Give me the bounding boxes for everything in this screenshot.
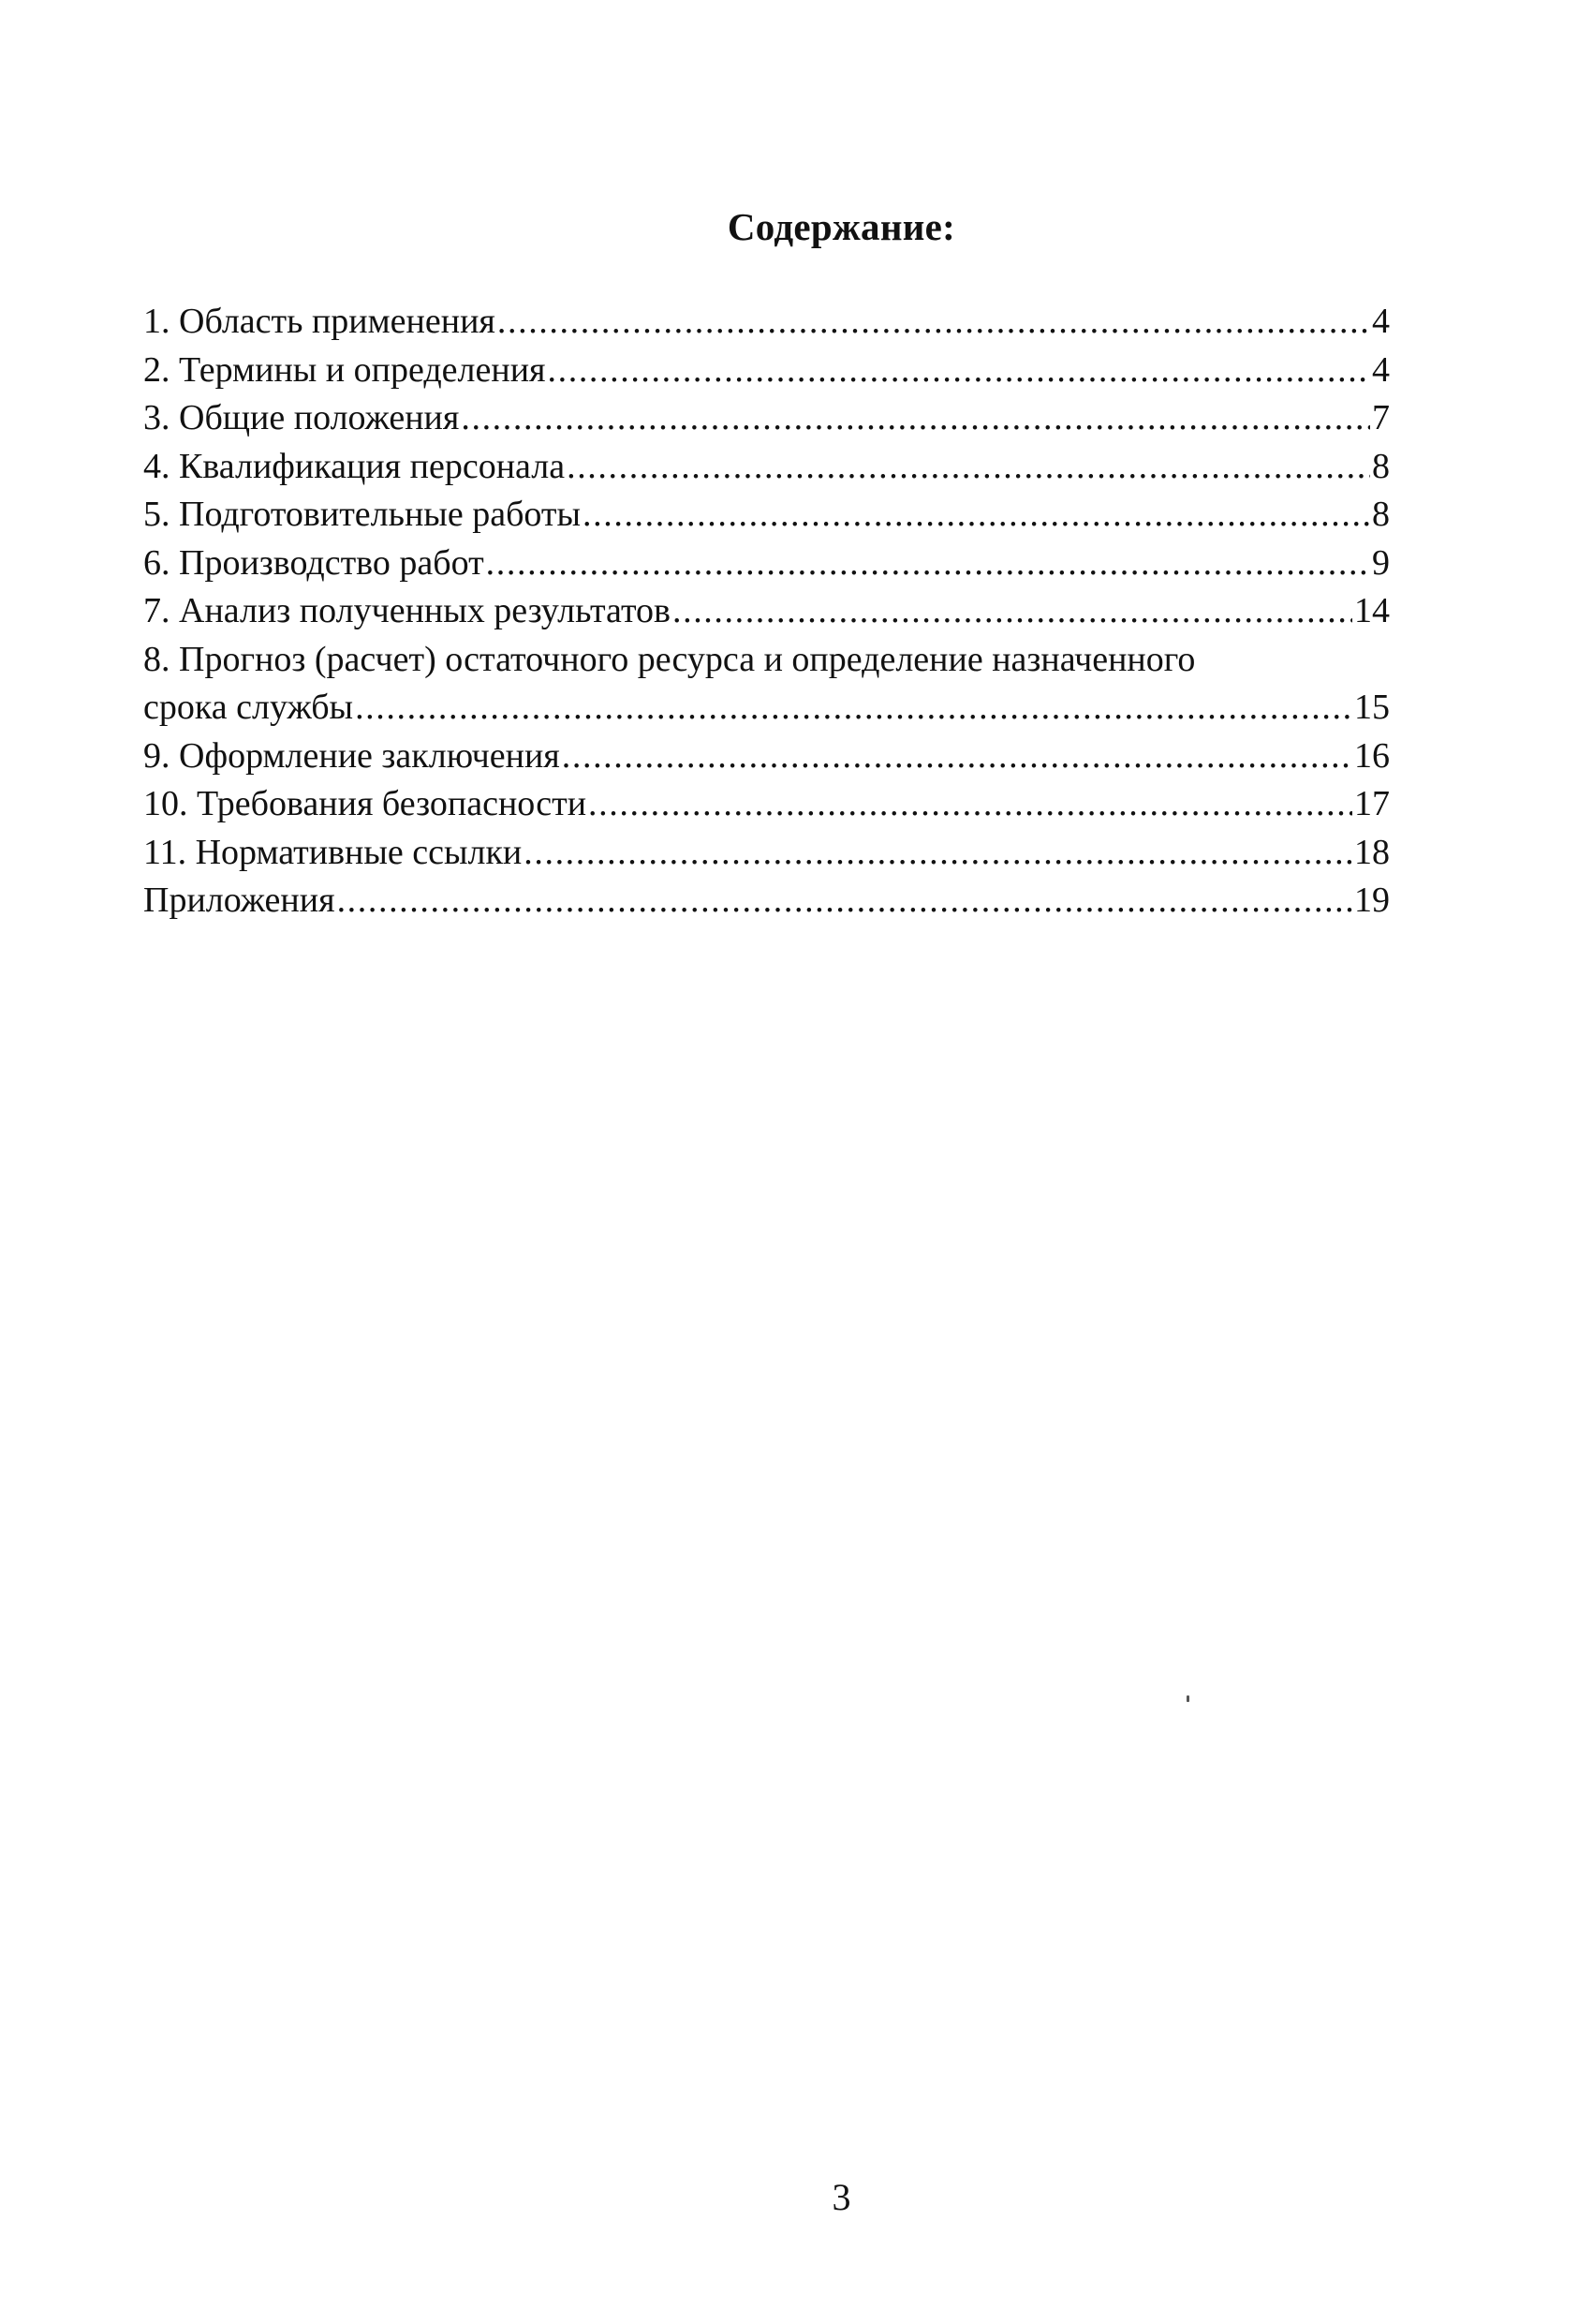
toc-entry-label: 9. Оформление заключения — [143, 735, 560, 776]
toc-entry-page: 18 — [1354, 832, 1390, 872]
dot-leader — [583, 491, 1370, 540]
toc-entry-analysis — [143, 587, 1390, 636]
dot-leader — [486, 540, 1370, 588]
toc-entry-label: 10. Требования безопасности — [143, 784, 587, 823]
toc-entry-appendices — [143, 877, 1390, 925]
toc-entry-page: 4 — [1372, 302, 1390, 341]
toc-entry-general — [143, 394, 1390, 443]
toc-entry-forecast — [143, 636, 1390, 733]
toc-entry-label: 7. Анализ полученных результатов — [143, 591, 671, 630]
toc-entry-page: 8 — [1372, 446, 1390, 486]
dot-leader — [672, 587, 1352, 636]
dot-leader — [548, 347, 1370, 395]
toc-entry-label: 6. Производство работ — [143, 542, 484, 583]
toc-entry-label: 4. Квалификация персонала — [143, 446, 566, 486]
toc-entry-terms — [143, 347, 1390, 395]
dot-leader — [337, 877, 1352, 925]
toc-entry-page: 4 — [1372, 349, 1390, 390]
toc-entry-scope — [143, 298, 1390, 347]
dot-leader — [461, 394, 1370, 443]
toc-entry-label: 5. Подготовительные работы — [143, 495, 582, 534]
toc-entry-label-continued: срока службы — [143, 688, 354, 727]
toc-entry-page: 8 — [1372, 495, 1390, 534]
dot-leader — [497, 298, 1370, 347]
dot-leader — [524, 829, 1352, 878]
toc-entry-preparation — [143, 491, 1390, 540]
dot-leader — [588, 780, 1352, 829]
toc-entry-page: 9 — [1372, 542, 1390, 583]
toc-entry-page: 17 — [1354, 784, 1390, 823]
dot-leader — [562, 733, 1352, 781]
toc-entry-label: 2. Термины и определения — [143, 349, 546, 390]
toc-title: Содержание: — [727, 205, 956, 248]
scan-speck — [1187, 1695, 1189, 1702]
toc-entry-page: 15 — [1354, 688, 1390, 727]
toc-entry-page: 14 — [1354, 591, 1390, 630]
toc-entry-label: Приложения — [143, 881, 335, 920]
toc-entry-label: 3. Общие положения — [143, 398, 460, 437]
toc-entry-references — [143, 829, 1390, 878]
toc-entry-conclusion — [143, 733, 1390, 781]
toc-entry-page: 16 — [1354, 735, 1390, 776]
toc-entry-page: 7 — [1372, 398, 1390, 437]
toc-entry-continuation — [143, 684, 1390, 733]
toc-entry-qualification — [143, 443, 1390, 492]
toc-entry-label: 11. Нормативные ссылки — [143, 832, 523, 872]
dot-leader — [567, 443, 1370, 492]
toc-entry-page: 19 — [1354, 881, 1390, 920]
toc-entry-works — [143, 540, 1390, 588]
page-number: 3 — [832, 2176, 851, 2218]
toc-entry-label: 8. Прогноз (расчет) остаточного ресурса и определение назначенного — [143, 639, 1196, 679]
dot-leader — [355, 684, 1352, 733]
toc-entry-label: 1. Область применения — [143, 302, 495, 341]
table-of-contents — [143, 298, 1390, 925]
toc-entry-safety — [143, 780, 1390, 829]
